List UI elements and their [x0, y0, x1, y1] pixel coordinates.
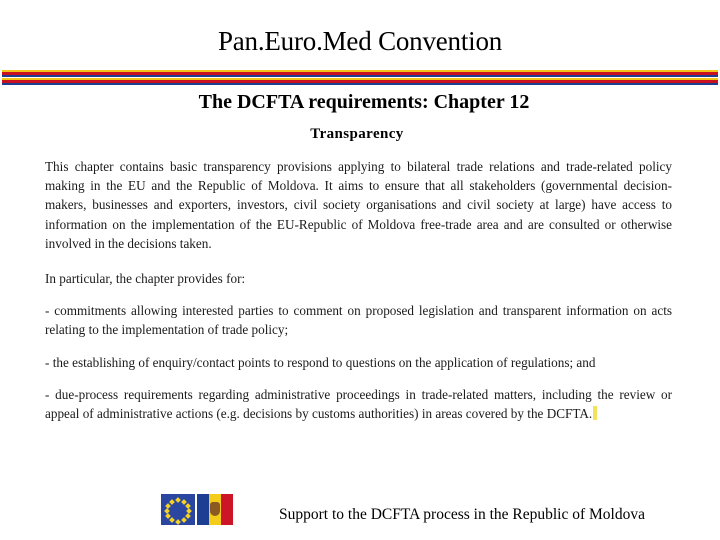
chapter-subheading: Transparency [310, 126, 404, 142]
header-stripe-blue-lower [2, 83, 718, 85]
bullet-due-process-text: - due-process requirements regarding administrative proceedings in trade-related matters, including the review or appeal of administrative actions (e.g. decisions by customs authorities) in areas covered by the DCFTA. [45, 386, 672, 422]
eu-flag-icon [161, 494, 195, 525]
moldova-emblem-icon [210, 502, 220, 516]
slide-title: Pan.Euro.Med Convention [217, 26, 503, 56]
eu-star-icon [175, 497, 181, 503]
eu-star-icon [175, 519, 181, 525]
text-cursor-highlight [593, 406, 597, 420]
header-stripe-blue [2, 75, 718, 77]
eu-star-icon [185, 513, 191, 519]
eu-star-icon [181, 517, 187, 523]
footer-text: Support to the DCFTA process in the Republic of Moldova [279, 506, 645, 523]
eu-star-icon [169, 499, 175, 505]
intro-paragraph: This chapter contains basic transparency provisions applying to bilateral trade relations and trade-related policy making in the EU and the Republic of Moldova. It aims to ensure that all stakeholders (governmental decision-makers, businesses and exporters, investors, civil society organisations and civil society at large) have access to information on the implementation of the EU-Republic of Moldova free-trade area and are consulted or otherwise involved in the decisions taken. [45, 159, 672, 251]
provisions-intro: In particular, the chapter provides for: [45, 271, 246, 287]
eu-star-icon [169, 517, 175, 523]
moldova-flag-icon [197, 494, 233, 525]
bullet-due-process [45, 385, 672, 423]
flags-logo [161, 494, 233, 525]
bullet-enquiry-points: - the establishing of enquiry/contact points to respond to questions on the application of regulations; and [45, 354, 596, 370]
bullet-commitments: - commitments allowing interested parties to comment on proposed legislation and transparent information on acts relating to the implementation of trade policy; [45, 303, 672, 338]
eu-star-icon [164, 508, 170, 514]
body-text [45, 157, 672, 439]
chapter-heading: The DCFTA requirements: Chapter 12 [198, 91, 530, 113]
